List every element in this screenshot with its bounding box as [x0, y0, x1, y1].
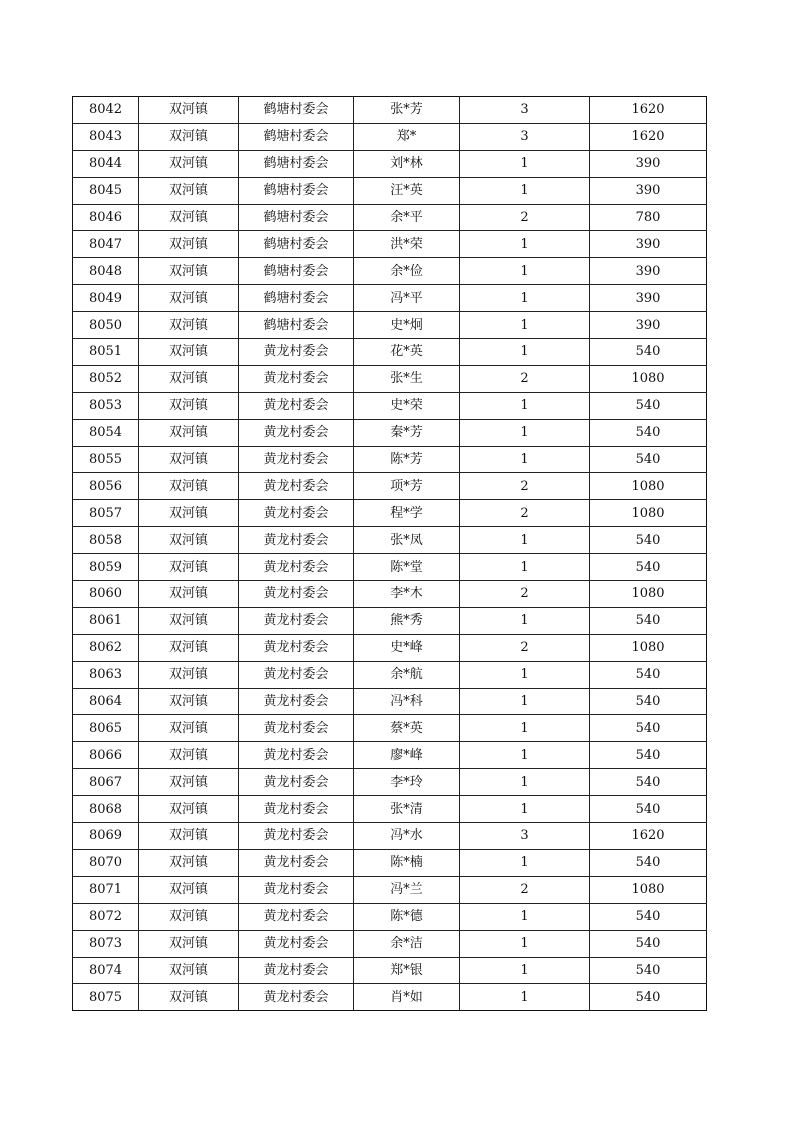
table-row — [73, 258, 707, 285]
table-row — [73, 715, 707, 742]
cell-amount: 1080 — [590, 500, 707, 527]
cell-count: 1 — [460, 796, 590, 823]
cell-name: 洪*荣 — [354, 231, 460, 258]
cell-town: 双河镇 — [139, 903, 239, 930]
cell-village-committee: 鹤塘村委会 — [239, 285, 354, 312]
cell-amount: 1080 — [590, 876, 707, 903]
cell-count: 1 — [460, 177, 590, 204]
cell-village-committee: 黄龙村委会 — [239, 500, 354, 527]
cell-count: 2 — [460, 634, 590, 661]
table-row — [73, 123, 707, 150]
table-row — [73, 688, 707, 715]
table-row — [73, 984, 707, 1011]
cell-count: 1 — [460, 903, 590, 930]
cell-village-committee: 黄龙村委会 — [239, 473, 354, 500]
cell-amount: 540 — [590, 392, 707, 419]
cell-serial-number: 8059 — [73, 554, 139, 581]
cell-count: 1 — [460, 849, 590, 876]
cell-village-committee: 黄龙村委会 — [239, 930, 354, 957]
cell-count: 1 — [460, 446, 590, 473]
cell-serial-number: 8067 — [73, 769, 139, 796]
cell-serial-number: 8047 — [73, 231, 139, 258]
cell-town: 双河镇 — [139, 769, 239, 796]
cell-serial-number: 8060 — [73, 581, 139, 608]
cell-amount: 540 — [590, 339, 707, 366]
cell-name: 项*芳 — [354, 473, 460, 500]
cell-town: 双河镇 — [139, 796, 239, 823]
cell-amount: 780 — [590, 204, 707, 231]
cell-town: 双河镇 — [139, 984, 239, 1011]
cell-amount: 1080 — [590, 634, 707, 661]
cell-town: 双河镇 — [139, 634, 239, 661]
cell-amount: 540 — [590, 957, 707, 984]
table-row — [73, 930, 707, 957]
cell-village-committee: 鹤塘村委会 — [239, 258, 354, 285]
table-row — [73, 339, 707, 366]
cell-village-committee: 鹤塘村委会 — [239, 177, 354, 204]
cell-count: 2 — [460, 581, 590, 608]
cell-count: 1 — [460, 285, 590, 312]
cell-serial-number: 8051 — [73, 339, 139, 366]
cell-serial-number: 8050 — [73, 312, 139, 339]
cell-town: 双河镇 — [139, 823, 239, 850]
cell-name: 蔡*英 — [354, 715, 460, 742]
cell-town: 双河镇 — [139, 204, 239, 231]
cell-serial-number: 8046 — [73, 204, 139, 231]
cell-serial-number: 8074 — [73, 957, 139, 984]
cell-village-committee: 黄龙村委会 — [239, 957, 354, 984]
cell-name: 李*木 — [354, 581, 460, 608]
cell-count: 2 — [460, 473, 590, 500]
cell-amount: 1080 — [590, 473, 707, 500]
cell-village-committee: 黄龙村委会 — [239, 876, 354, 903]
cell-serial-number: 8049 — [73, 285, 139, 312]
table-row — [73, 473, 707, 500]
cell-count: 1 — [460, 984, 590, 1011]
table-row — [73, 849, 707, 876]
cell-village-committee: 鹤塘村委会 — [239, 123, 354, 150]
cell-amount: 540 — [590, 661, 707, 688]
cell-name: 余*平 — [354, 204, 460, 231]
cell-village-committee: 鹤塘村委会 — [239, 312, 354, 339]
cell-town: 双河镇 — [139, 742, 239, 769]
cell-name: 史*峰 — [354, 634, 460, 661]
cell-amount: 1620 — [590, 97, 707, 124]
cell-town: 双河镇 — [139, 473, 239, 500]
cell-town: 双河镇 — [139, 419, 239, 446]
cell-name: 郑*银 — [354, 957, 460, 984]
table-row — [73, 527, 707, 554]
cell-town: 双河镇 — [139, 527, 239, 554]
cell-count: 2 — [460, 365, 590, 392]
cell-town: 双河镇 — [139, 97, 239, 124]
cell-count: 1 — [460, 554, 590, 581]
table-row — [73, 554, 707, 581]
cell-name: 程*学 — [354, 500, 460, 527]
cell-town: 双河镇 — [139, 554, 239, 581]
table-row — [73, 365, 707, 392]
cell-village-committee: 鹤塘村委会 — [239, 97, 354, 124]
cell-amount: 1620 — [590, 823, 707, 850]
cell-amount: 540 — [590, 930, 707, 957]
cell-serial-number: 8055 — [73, 446, 139, 473]
cell-village-committee: 鹤塘村委会 — [239, 231, 354, 258]
cell-amount: 540 — [590, 419, 707, 446]
cell-serial-number: 8045 — [73, 177, 139, 204]
cell-name: 冯*科 — [354, 688, 460, 715]
cell-town: 双河镇 — [139, 285, 239, 312]
cell-name: 张*清 — [354, 796, 460, 823]
cell-village-committee: 黄龙村委会 — [239, 446, 354, 473]
cell-serial-number: 8058 — [73, 527, 139, 554]
table-row — [73, 150, 707, 177]
cell-town: 双河镇 — [139, 661, 239, 688]
cell-count: 1 — [460, 339, 590, 366]
cell-name: 汪*英 — [354, 177, 460, 204]
cell-town: 双河镇 — [139, 500, 239, 527]
cell-count: 1 — [460, 661, 590, 688]
cell-name: 陈*堂 — [354, 554, 460, 581]
cell-town: 双河镇 — [139, 177, 239, 204]
cell-amount: 540 — [590, 796, 707, 823]
cell-serial-number: 8069 — [73, 823, 139, 850]
cell-name: 冯*水 — [354, 823, 460, 850]
cell-serial-number: 8071 — [73, 876, 139, 903]
cell-count: 1 — [460, 957, 590, 984]
cell-town: 双河镇 — [139, 446, 239, 473]
cell-serial-number: 8072 — [73, 903, 139, 930]
cell-village-committee: 黄龙村委会 — [239, 607, 354, 634]
cell-serial-number: 8052 — [73, 365, 139, 392]
cell-count: 1 — [460, 419, 590, 446]
cell-town: 双河镇 — [139, 123, 239, 150]
cell-name: 秦*芳 — [354, 419, 460, 446]
table-row — [73, 823, 707, 850]
cell-village-committee: 黄龙村委会 — [239, 742, 354, 769]
cell-serial-number: 8073 — [73, 930, 139, 957]
cell-serial-number: 8065 — [73, 715, 139, 742]
cell-amount: 1080 — [590, 365, 707, 392]
cell-village-committee: 黄龙村委会 — [239, 634, 354, 661]
table-row — [73, 661, 707, 688]
cell-serial-number: 8070 — [73, 849, 139, 876]
cell-count: 1 — [460, 930, 590, 957]
table-row — [73, 742, 707, 769]
cell-name: 史*炯 — [354, 312, 460, 339]
cell-amount: 540 — [590, 742, 707, 769]
cell-name: 刘*林 — [354, 150, 460, 177]
cell-amount: 390 — [590, 285, 707, 312]
cell-count: 1 — [460, 607, 590, 634]
cell-name: 史*荣 — [354, 392, 460, 419]
table-row — [73, 204, 707, 231]
cell-serial-number: 8066 — [73, 742, 139, 769]
cell-name: 陈*楠 — [354, 849, 460, 876]
cell-count: 1 — [460, 150, 590, 177]
table-row — [73, 769, 707, 796]
cell-village-committee: 鹤塘村委会 — [239, 150, 354, 177]
cell-amount: 540 — [590, 715, 707, 742]
cell-count: 1 — [460, 392, 590, 419]
cell-name: 余*俭 — [354, 258, 460, 285]
cell-amount: 390 — [590, 150, 707, 177]
cell-village-committee: 黄龙村委会 — [239, 661, 354, 688]
cell-town: 双河镇 — [139, 715, 239, 742]
cell-serial-number: 8063 — [73, 661, 139, 688]
cell-serial-number: 8056 — [73, 473, 139, 500]
cell-village-committee: 黄龙村委会 — [239, 365, 354, 392]
cell-name: 张*芳 — [354, 97, 460, 124]
cell-village-committee: 黄龙村委会 — [239, 796, 354, 823]
table-row — [73, 581, 707, 608]
cell-count: 1 — [460, 527, 590, 554]
cell-serial-number: 8043 — [73, 123, 139, 150]
cell-amount: 540 — [590, 446, 707, 473]
table-row — [73, 796, 707, 823]
cell-serial-number: 8048 — [73, 258, 139, 285]
cell-village-committee: 黄龙村委会 — [239, 419, 354, 446]
cell-name: 李*玲 — [354, 769, 460, 796]
cell-town: 双河镇 — [139, 581, 239, 608]
table-body — [73, 97, 707, 1011]
cell-amount: 390 — [590, 177, 707, 204]
cell-count: 1 — [460, 715, 590, 742]
cell-amount: 540 — [590, 554, 707, 581]
cell-name: 花*英 — [354, 339, 460, 366]
cell-serial-number: 8064 — [73, 688, 139, 715]
cell-amount: 540 — [590, 688, 707, 715]
cell-town: 双河镇 — [139, 957, 239, 984]
cell-count: 1 — [460, 742, 590, 769]
cell-town: 双河镇 — [139, 312, 239, 339]
table-row — [73, 392, 707, 419]
cell-name: 张*凤 — [354, 527, 460, 554]
cell-name: 余*洁 — [354, 930, 460, 957]
cell-name: 冯*平 — [354, 285, 460, 312]
cell-village-committee: 黄龙村委会 — [239, 554, 354, 581]
cell-name: 肖*如 — [354, 984, 460, 1011]
cell-village-committee: 黄龙村委会 — [239, 984, 354, 1011]
cell-town: 双河镇 — [139, 930, 239, 957]
cell-town: 双河镇 — [139, 231, 239, 258]
cell-amount: 540 — [590, 903, 707, 930]
cell-count: 2 — [460, 876, 590, 903]
cell-count: 3 — [460, 97, 590, 124]
cell-village-committee: 黄龙村委会 — [239, 823, 354, 850]
cell-amount: 540 — [590, 607, 707, 634]
cell-village-committee: 黄龙村委会 — [239, 769, 354, 796]
table-row — [73, 903, 707, 930]
cell-count: 1 — [460, 258, 590, 285]
table-row — [73, 312, 707, 339]
cell-count: 2 — [460, 500, 590, 527]
cell-serial-number: 8053 — [73, 392, 139, 419]
cell-serial-number: 8054 — [73, 419, 139, 446]
cell-town: 双河镇 — [139, 607, 239, 634]
cell-amount: 1620 — [590, 123, 707, 150]
table-row — [73, 607, 707, 634]
cell-serial-number: 8068 — [73, 796, 139, 823]
cell-amount: 540 — [590, 849, 707, 876]
table-row — [73, 957, 707, 984]
cell-name: 余*航 — [354, 661, 460, 688]
cell-village-committee: 黄龙村委会 — [239, 849, 354, 876]
table-row — [73, 446, 707, 473]
cell-name: 熊*秀 — [354, 607, 460, 634]
cell-village-committee: 黄龙村委会 — [239, 527, 354, 554]
cell-amount: 540 — [590, 769, 707, 796]
cell-count: 1 — [460, 688, 590, 715]
table-row — [73, 231, 707, 258]
cell-count: 3 — [460, 123, 590, 150]
cell-amount: 1080 — [590, 581, 707, 608]
cell-name: 张*生 — [354, 365, 460, 392]
cell-town: 双河镇 — [139, 849, 239, 876]
cell-name: 陈*德 — [354, 903, 460, 930]
cell-village-committee: 黄龙村委会 — [239, 903, 354, 930]
cell-name: 陈*芳 — [354, 446, 460, 473]
cell-amount: 540 — [590, 984, 707, 1011]
cell-name: 郑* — [354, 123, 460, 150]
cell-town: 双河镇 — [139, 876, 239, 903]
cell-village-committee: 黄龙村委会 — [239, 581, 354, 608]
cell-amount: 390 — [590, 312, 707, 339]
cell-count: 1 — [460, 231, 590, 258]
cell-serial-number: 8042 — [73, 97, 139, 124]
table-row — [73, 285, 707, 312]
cell-amount: 390 — [590, 258, 707, 285]
cell-count: 2 — [460, 204, 590, 231]
cell-count: 1 — [460, 312, 590, 339]
cell-village-committee: 黄龙村委会 — [239, 392, 354, 419]
cell-town: 双河镇 — [139, 688, 239, 715]
cell-serial-number: 8057 — [73, 500, 139, 527]
cell-town: 双河镇 — [139, 150, 239, 177]
table-row — [73, 634, 707, 661]
cell-serial-number: 8044 — [73, 150, 139, 177]
cell-name: 冯*兰 — [354, 876, 460, 903]
table-row — [73, 177, 707, 204]
cell-count: 1 — [460, 769, 590, 796]
cell-town: 双河镇 — [139, 365, 239, 392]
cell-village-committee: 黄龙村委会 — [239, 688, 354, 715]
cell-village-committee: 鹤塘村委会 — [239, 204, 354, 231]
cell-serial-number: 8062 — [73, 634, 139, 661]
cell-count: 3 — [460, 823, 590, 850]
cell-town: 双河镇 — [139, 339, 239, 366]
table-row — [73, 876, 707, 903]
cell-town: 双河镇 — [139, 392, 239, 419]
cell-name: 廖*峰 — [354, 742, 460, 769]
cell-amount: 390 — [590, 231, 707, 258]
cell-amount: 540 — [590, 527, 707, 554]
cell-village-committee: 黄龙村委会 — [239, 715, 354, 742]
table-row — [73, 419, 707, 446]
cell-serial-number: 8075 — [73, 984, 139, 1011]
table-row — [73, 97, 707, 124]
cell-serial-number: 8061 — [73, 607, 139, 634]
table-row — [73, 500, 707, 527]
cell-town: 双河镇 — [139, 258, 239, 285]
data-table — [72, 96, 707, 1011]
cell-village-committee: 黄龙村委会 — [239, 339, 354, 366]
